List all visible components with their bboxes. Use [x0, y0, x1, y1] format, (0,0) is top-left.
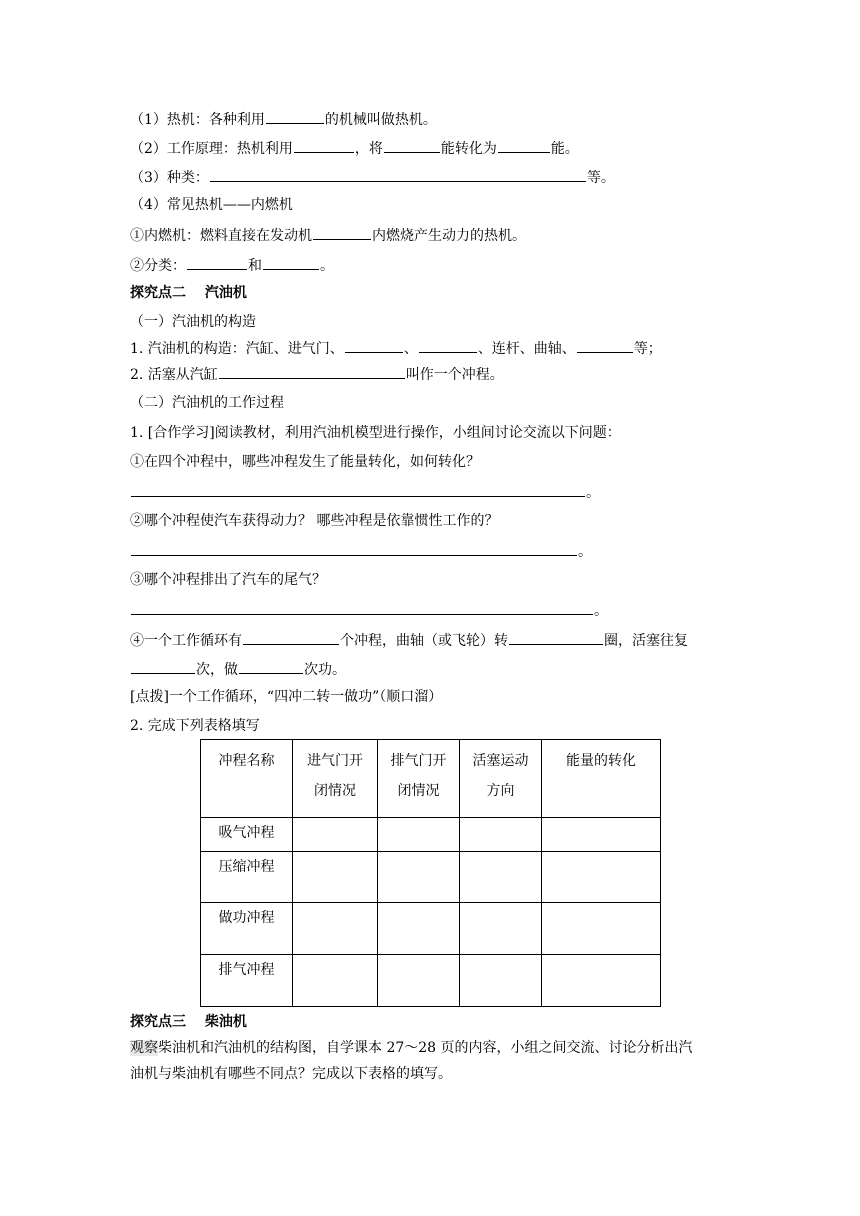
- stroke-definition: 2. 活塞从汽缸 叫作一个冲程。: [130, 364, 504, 384]
- question-4-cont: 次，做 次功。: [130, 659, 346, 679]
- row-label-compression: 压缩冲程: [201, 852, 293, 903]
- blank-field[interactable]: [219, 364, 405, 379]
- stroke-table: [200, 739, 661, 1007]
- blank-field[interactable]: [498, 138, 550, 153]
- table-cell[interactable]: [542, 818, 661, 852]
- engine-types: （3）种类： 等。: [130, 167, 615, 187]
- table-instruction: 2. 完成下列表格填写: [130, 718, 260, 734]
- answer-field[interactable]: [131, 600, 593, 615]
- table-cell[interactable]: [460, 903, 542, 955]
- answer-field[interactable]: [131, 541, 577, 556]
- diesel-paragraph-1: 观察柴油机和汽油机的结构图，自学课本 27～28 页的内容，小组之间交流、讨论分析出汽: [130, 1040, 693, 1056]
- row-label-exhaust: 排气冲程: [201, 955, 293, 1007]
- header-exhaust-valve: 排气门开 闭情况: [378, 740, 460, 818]
- working-principle: （2）工作原理：热机利用 ，将 能转化为 能。: [130, 138, 579, 158]
- blank-field[interactable]: [419, 338, 477, 353]
- ice-classification: ②分类： 和 。: [130, 255, 334, 275]
- table-cell[interactable]: [460, 852, 542, 903]
- table-header-row: [201, 740, 661, 818]
- table-cell[interactable]: [378, 955, 460, 1007]
- blank-field[interactable]: [384, 138, 440, 153]
- blank-field[interactable]: [313, 225, 371, 240]
- table-cell[interactable]: [293, 852, 378, 903]
- blank-field[interactable]: [509, 630, 603, 645]
- table-row: [201, 818, 661, 852]
- table-row: [201, 903, 661, 955]
- row-label-power: 做功冲程: [201, 903, 293, 955]
- subsection-structure: （一）汽油机的构造: [130, 314, 256, 330]
- table-cell[interactable]: [542, 852, 661, 903]
- answer-line-1: 。: [130, 482, 600, 502]
- table-cell[interactable]: [542, 955, 661, 1007]
- table-row: [201, 955, 661, 1007]
- tip-text: [点拨]一个工作循环，“四冲二转一做功”（顺口溜）: [130, 689, 443, 705]
- table-cell[interactable]: [378, 852, 460, 903]
- question-1: ①在四个冲程中，哪些冲程发生了能量转化，如何转化？: [130, 454, 480, 470]
- subsection-process: （二）汽油机的工作过程: [130, 395, 284, 411]
- heat-engine-definition: （1）热机：各种利用 的机械叫做热机。: [130, 109, 437, 129]
- blank-field[interactable]: [187, 255, 247, 270]
- blank-field[interactable]: [263, 255, 319, 270]
- question-2: ②哪个冲程使汽车获得动力？ 哪些冲程是依靠惯性工作的？: [130, 513, 499, 529]
- table-cell[interactable]: [542, 903, 661, 955]
- table-cell[interactable]: [460, 955, 542, 1007]
- blank-field[interactable]: [239, 659, 303, 674]
- answer-field[interactable]: [131, 482, 585, 497]
- table-cell[interactable]: [293, 955, 378, 1007]
- header-energy-conversion: 能量的转化: [542, 740, 661, 818]
- answer-line-3: 。: [130, 600, 608, 620]
- blank-field[interactable]: [345, 338, 403, 353]
- blank-field[interactable]: [294, 138, 354, 153]
- question-3: ③哪个冲程排出了汽车的尾气？: [130, 572, 326, 588]
- answer-line-2: 。: [130, 541, 592, 561]
- blank-field[interactable]: [210, 167, 586, 182]
- blank-field[interactable]: [243, 630, 339, 645]
- common-heat-engine: （4）常见热机——内燃机: [130, 197, 293, 213]
- table-cell[interactable]: [293, 818, 378, 852]
- blank-field[interactable]: [131, 659, 195, 674]
- blank-field[interactable]: [577, 338, 633, 353]
- header-stroke-name: 冲程名称: [201, 740, 293, 818]
- section-heading-gasoline: 探究点二 汽油机: [130, 285, 247, 301]
- section-heading-diesel: 探究点三 柴油机: [130, 1014, 247, 1030]
- diesel-paragraph-2: 油机与柴油机有哪些不同点？完成以下表格的填写。: [130, 1066, 452, 1082]
- table-row: [201, 852, 661, 903]
- table-cell[interactable]: [378, 818, 460, 852]
- table-cell[interactable]: [378, 903, 460, 955]
- table-cell[interactable]: [293, 903, 378, 955]
- gasoline-structure: 1. 汽油机的构造：汽缸、进气门、 、 、连杆、曲轴、 等；: [130, 338, 662, 358]
- row-label-intake: 吸气冲程: [201, 818, 293, 852]
- ice-definition: ①内燃机：燃料直接在发动机 内燃烧产生动力的热机。: [130, 225, 526, 245]
- header-intake-valve: 进气门开 闭情况: [293, 740, 378, 818]
- header-piston-direction: 活塞运动 方向: [460, 740, 542, 818]
- blank-field[interactable]: [266, 109, 324, 124]
- question-4: ④一个工作循环有 个冲程，曲轴（或飞轮）转 圈，活塞往复: [130, 630, 688, 650]
- cooperative-learning: 1. [合作学习]阅读教材，利用汽油机模型进行操作，小组间讨论交流以下问题：: [130, 425, 621, 441]
- table-cell[interactable]: [460, 818, 542, 852]
